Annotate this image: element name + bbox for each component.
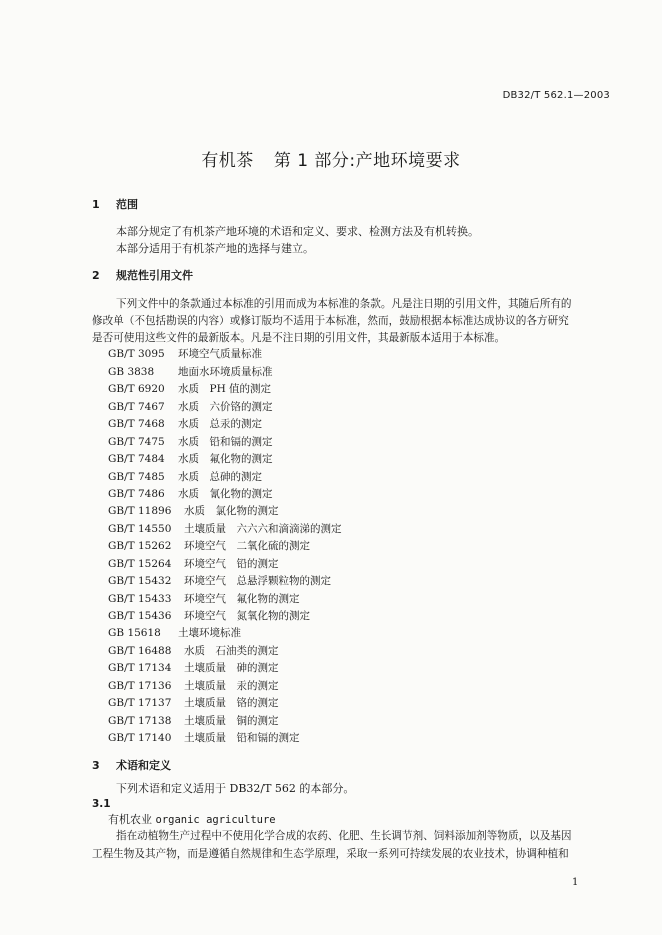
reference-item: GB/T 6920 水质 PH 值的测定 xyxy=(108,383,272,395)
reference-item: GB/T 15436 环境空气 氮氧化物的测定 xyxy=(108,610,310,622)
reference-item: GB/T 15432 环境空气 总悬浮颗粒物的测定 xyxy=(108,575,331,587)
standard-code: DB32/T 562.1—2003 xyxy=(502,90,610,101)
section-2-intro-line-3: 是否可使用这些文件的最新版本。凡是不注日期的引用文件，其最新版本适用于本标准。 xyxy=(92,332,506,344)
reference-item: GB/T 15264 环境空气 铅的测定 xyxy=(108,558,279,570)
section-3-heading: 3 术语和定义 xyxy=(92,759,171,772)
reference-item: GB/T 17134 土壤质量 砷的测定 xyxy=(108,662,279,674)
reference-item: GB/T 7485 水质 总砷的测定 xyxy=(108,471,262,483)
title-sub: 第 1 部分:产地环境要求 xyxy=(273,151,461,171)
reference-item: GB/T 15262 环境空气 二氧化硫的测定 xyxy=(108,540,310,552)
definition-line-2: 工程生物及其产物，而是遵循自然规律和生态学原理，采取一系列可持续发展的农业技术，协调种植和 xyxy=(92,848,569,860)
reference-item: GB/T 7475 水质 铅和镉的测定 xyxy=(108,436,273,448)
term-heading: 有机农业 organic agriculture xyxy=(108,813,276,826)
reference-item: GB/T 17136 土壤质量 汞的测定 xyxy=(108,680,279,692)
reference-item: GB 15618 土壤环境标准 xyxy=(108,627,241,639)
title-main: 有机茶 xyxy=(201,151,254,171)
section-2-heading: 2 规范性引用文件 xyxy=(92,269,193,282)
reference-item: GB/T 7486 水质 氰化物的测定 xyxy=(108,488,273,500)
section-2-intro-line-1: 下列文件中的条款通过本标准的引用而成为本标准的条款。凡是注日期的引用文件，其随后所有的 xyxy=(116,298,572,310)
reference-item: GB/T 17140 土壤质量 铅和镉的测定 xyxy=(108,732,300,744)
page-number: 1 xyxy=(572,877,579,888)
reference-item: GB/T 7468 水质 总汞的测定 xyxy=(108,418,262,430)
section-2-intro-line-2: 修改单（不包括勘误的内容）或修订版均不适用于本标准，然而，鼓励根据本标准达成协议的各方研究 xyxy=(92,315,569,327)
reference-item: GB/T 14550 土壤质量 六六六和滴滴涕的测定 xyxy=(108,523,342,535)
reference-item: GB/T 7467 水质 六价铬的测定 xyxy=(108,401,273,413)
definition-line-1: 指在动植物生产过程中不使用化学合成的农药、化肥、生长调节剂、饲料添加剂等物质，以及基因 xyxy=(116,830,572,842)
reference-item: GB/T 11896 水质 氯化物的测定 xyxy=(108,505,279,517)
section-1-paragraph-1: 本部分规定了有机茶产地环境的术语和定义、要求、检测方法及有机转换。 xyxy=(116,225,479,238)
reference-item: GB/T 17138 土壤质量 铜的测定 xyxy=(108,715,279,727)
section-3-intro: 下列术语和定义适用于 DB32/T 562 的本部分。 xyxy=(116,782,355,795)
subsection-number: 3.1 xyxy=(92,798,111,810)
section-1-heading: 1 范围 xyxy=(92,198,138,211)
reference-item: GB 3838 地面水环境质量标准 xyxy=(108,366,273,378)
reference-item: GB/T 3095 环境空气质量标准 xyxy=(108,348,262,360)
reference-item: GB/T 17137 土壤质量 铬的测定 xyxy=(108,697,279,709)
page-title xyxy=(0,146,662,171)
section-1-paragraph-2: 本部分适用于有机茶产地的选择与建立。 xyxy=(116,242,314,255)
reference-item: GB/T 15433 环境空气 氟化物的测定 xyxy=(108,593,300,605)
reference-item: GB/T 7484 水质 氟化物的测定 xyxy=(108,453,273,465)
reference-item: GB/T 16488 水质 石油类的测定 xyxy=(108,645,279,657)
